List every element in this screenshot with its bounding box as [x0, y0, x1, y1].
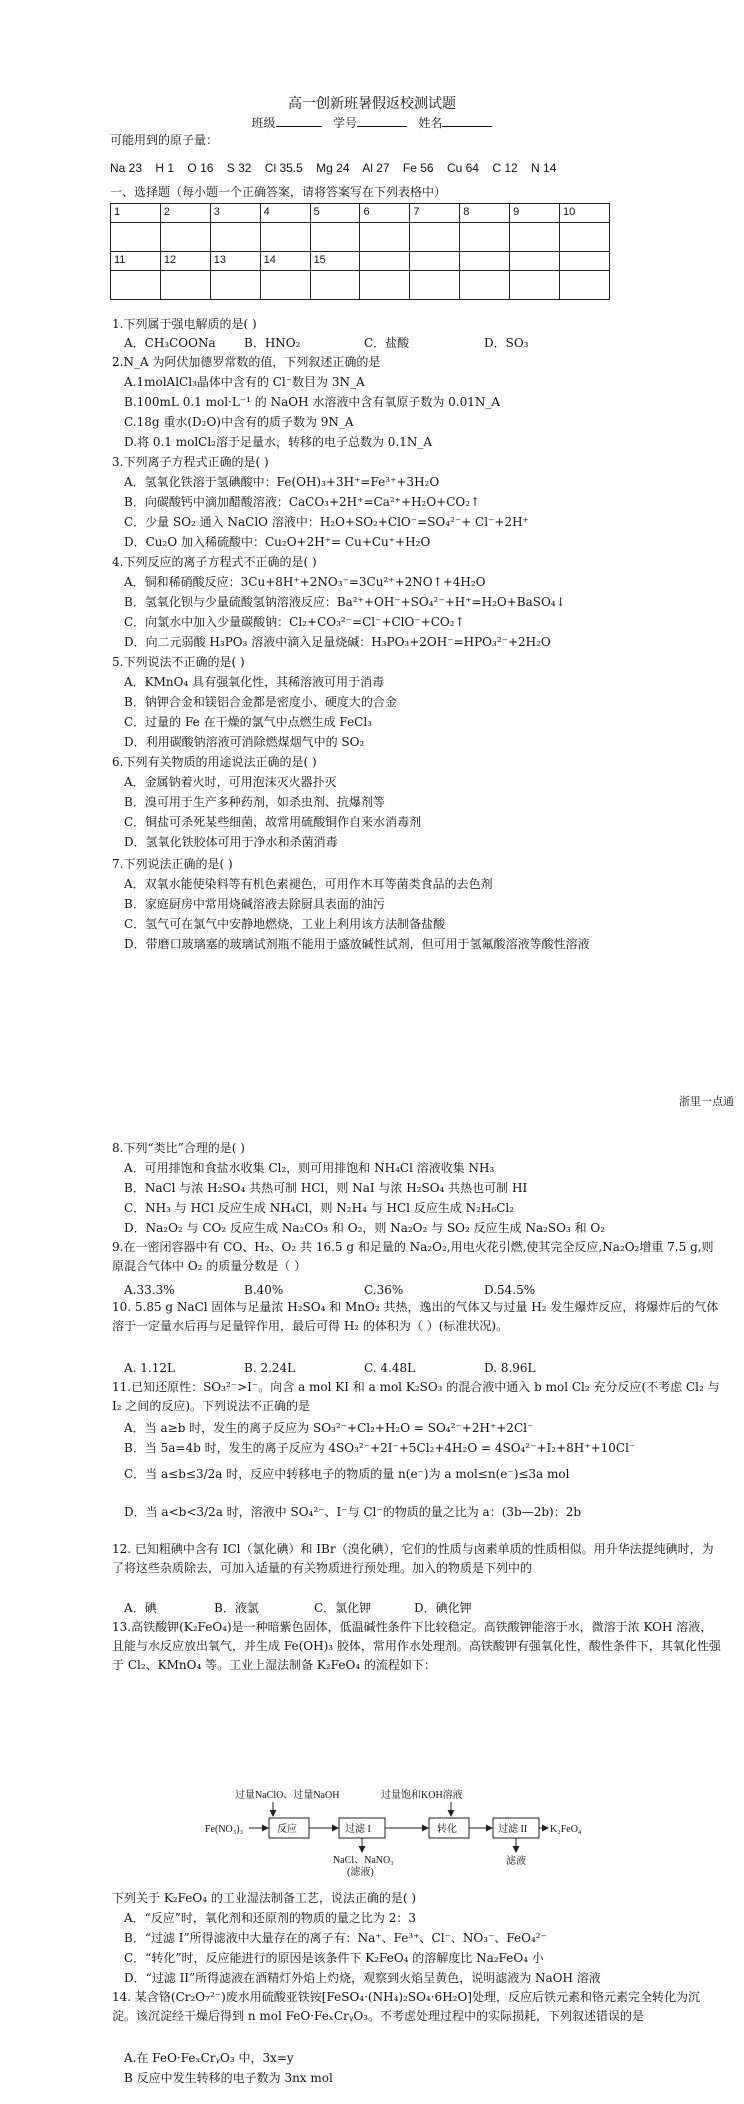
q8-option-d: D．Na₂O₂ 与 CO₂ 反应生成 Na₂CO₃ 和 O₂，则 Na₂O₂ 与 SO₂ 反应生成 Na₂SO₃ 和 O₂: [124, 1221, 606, 1235]
q1-options: [124, 335, 529, 351]
student-info-line: [0, 114, 744, 131]
answer-table: [110, 203, 610, 300]
section1-title: 一、选择题（每小题一个正确答案，请将答案写在下列表格中）: [110, 185, 447, 199]
q6-option-d: D．氢氧化铁胶体可用于净水和杀菌消毒: [124, 835, 338, 849]
answer-cell[interactable]: [260, 223, 310, 252]
answer-cell-label: 11: [111, 252, 161, 271]
q2-option-d: D.将 0.1 molCl₂溶于足量水，转移的电子总数为 0.1N_A: [124, 435, 433, 449]
answer-cell-label: 7: [410, 204, 460, 223]
flow-box1-label: 反应: [277, 1824, 297, 1835]
q1-option-b: B．HNO₂: [244, 336, 301, 350]
mass-al: Al 27: [362, 161, 390, 175]
flow-reagent1: 过量NaClO、过量NaOH: [235, 1790, 340, 1801]
answer-cell[interactable]: [160, 223, 210, 252]
flow-box4-label: 过滤 II: [498, 1824, 528, 1835]
id-label: 学号: [332, 116, 357, 130]
q1-option-c: C．盐酸: [364, 336, 410, 350]
q13-question: 下列关于 K₂FeO₄ 的工业湿法制备工艺，说法正确的是( ): [112, 1891, 417, 1905]
mass-na: Na 23: [110, 161, 143, 175]
q8-option-a: A．可用排饱和食盐水收集 Cl₂，则可用排饱和 NH₄Cl 溶液收集 NH₃: [124, 1161, 495, 1175]
flow-box3-label: 转化: [437, 1824, 457, 1835]
answer-cell[interactable]: [460, 223, 510, 252]
q2-option-c: C.18g 重水(D₂O)中含有的质子数为 9N_A: [124, 415, 354, 429]
q8-option-b: B．NaCl 与浓 H₂SO₄ 共热可制 HCl，则 NaI 与浓 H₂SO₄ 共热也可制 HI: [124, 1181, 528, 1195]
flow-start: Fe(NO₃)₃: [205, 1824, 244, 1835]
class-blank[interactable]: [276, 114, 322, 127]
answer-cell-label: 6: [360, 204, 410, 223]
flow-byproduct: NaCl、NaNO₃: [333, 1855, 394, 1866]
q4-option-b: B．氢氧化钡与少量硫酸氢钠溶液反应：Ba²⁺+OH⁻+SO₄²⁻+H⁺=H₂O+BaSO₄↓: [124, 595, 566, 609]
mass-o: O 16: [187, 161, 214, 175]
q1-stem: 1.下列属于强电解质的是( ): [112, 317, 257, 331]
answer-cell[interactable]: [210, 223, 260, 252]
q9-option-a: A.33.3%: [124, 1283, 175, 1297]
q13-option-c: C．“转化”时，反应能进行的原因是该条件下 K₂FeO₄ 的溶解度比 Na₂FeO₄ 小: [124, 1951, 544, 1965]
answer-cell-label: 12: [160, 252, 210, 271]
q11-option-d: D．当 a<b<3/2a 时，溶液中 SO₄²⁻、I⁻与 Cl⁻的物质的量之比为 a：(3b—2b)：2b: [124, 1505, 582, 1519]
name-label: 姓名: [418, 116, 443, 130]
q10-option-d: D. 8.96L: [484, 1361, 536, 1375]
flow-byproduct-note: (滤液): [347, 1867, 374, 1878]
answer-cell-label: [410, 252, 460, 271]
q7-option-b: B．家庭厨房中常用烧碱溶液去除厨具表面的油污: [124, 897, 385, 911]
q9-option-d: D.54.5%: [484, 1283, 536, 1297]
q14-stem: 14. 某含铬(Cr₂O₇²⁻)废水用硫酸亚铁铵[FeSO₄·(NH₄)₂SO₄·6H₂O]处理，反应后铁元素和铬元素完全转化为沉淀。该沉淀经干燥后得到 n mol FeO·FeₓCrᵧO₃。不考虑处理过程中的实际损耗，下列叙述错误的是: [112, 1990, 700, 2023]
answer-cell-label: 1: [111, 204, 161, 223]
answer-cell[interactable]: [160, 271, 210, 300]
answer-cell[interactable]: [510, 271, 560, 300]
mass-c: C 12: [492, 161, 518, 175]
q2-option-b: B.100mL 0.1 mol·L⁻¹ 的 NaOH 水溶液中含有氧原子数为 0.01N_A: [124, 395, 501, 409]
q4-option-d: D．向二元弱酸 H₃PO₃ 溶液中滴入足量烧碱：H₃PO₃+2OH⁻=HPO₃²⁻+2H₂O: [124, 635, 551, 649]
mass-cu: Cu 64: [446, 161, 479, 175]
answer-cell-label: 2: [160, 204, 210, 223]
flow-filtrate: 滤液: [506, 1856, 526, 1867]
q11-option-a: A．当 a≥b 时，发生的离子反应为 SO₃²⁻+Cl₂+H₂O = SO₄²⁻+2H⁺+2Cl⁻: [124, 1421, 534, 1435]
q1-option-d: D．SO₃: [484, 336, 529, 350]
q5-stem: 5.下列说法不正确的是( ): [112, 655, 245, 669]
q10-option-c: C. 4.48L: [364, 1361, 416, 1375]
q9-option-b: B.40%: [244, 1283, 284, 1297]
answer-cell[interactable]: [560, 223, 610, 252]
q5-option-b: B．钠钾合金和镁铝合金都是密度小、硬度大的合金: [124, 695, 397, 709]
q3-stem: 3.下列离子方程式正确的是( ): [112, 455, 269, 469]
answer-cell[interactable]: [460, 271, 510, 300]
q5-option-d: D．利用碳酸钠溶液可消除燃煤烟气中的 SO₂: [124, 735, 365, 749]
answer-cell-label: 15: [310, 252, 360, 271]
q3-option-d: D．Cu₂O 加入稀硫酸中：Cu₂O+2H⁺= Cu+Cu⁺+H₂O: [124, 535, 431, 549]
answer-cell[interactable]: [310, 271, 360, 300]
answer-cell[interactable]: [210, 271, 260, 300]
q11-option-b: B．当 5a=4b 时，发生的离子反应为 4SO₃²⁻+2I⁻+5Cl₂+4H₂O = 4SO₄²⁻+I₂+8H⁺+10Cl⁻: [124, 1441, 636, 1455]
q7-option-d: D．带磨口玻璃塞的玻璃试剂瓶不能用于盛放碱性试剂，但可用于氢氟酸溶液等酸性溶液: [124, 937, 590, 951]
atomic-masses-list: [110, 160, 556, 176]
q10-options: [124, 1360, 536, 1376]
answer-cell[interactable]: [260, 271, 310, 300]
k2feo4-flowchart: [205, 1786, 585, 1878]
q9-options: [124, 1282, 535, 1298]
atomic-masses-label: 可能用到的原子量：: [110, 133, 219, 147]
flow-product: K₂FeO₄: [550, 1824, 582, 1835]
answer-cell-label: 5: [310, 204, 360, 223]
q8-option-c: C．NH₃ 与 HCl 反应生成 NH₄Cl，则 N₂H₄ 与 HCl 反应生成 N₂H₆Cl₂: [124, 1201, 515, 1215]
q10-option-b: B. 2.24L: [244, 1361, 296, 1375]
q8-stem: 8.下列“类比”合理的是( ): [112, 1141, 245, 1155]
answer-cell-label: 9: [510, 204, 560, 223]
q13-option-d: D．“过滤 II”所得滤液在酒精灯外焰上灼烧，观察到火焰呈黄色，说明滤液为 NaOH 溶液: [124, 1971, 601, 1985]
q6-option-a: A．金属钠着火时，可用泡沫灭火器扑灭: [124, 775, 337, 789]
mass-cl: Cl 35.5: [264, 161, 303, 175]
answer-cell-label: 13: [210, 252, 260, 271]
q7-option-a: A．双氧水能使染料等有机色素褪色，可用作木耳等菌类食品的去色剂: [124, 877, 493, 891]
q7-stem: 7.下列说法正确的是( ): [112, 857, 233, 871]
answer-cell[interactable]: [410, 271, 460, 300]
q12-stem: 12. 已知粗碘中含有 ICl（氯化碘）和 IBr（溴化碘），它们的性质与卤素单质的性质相似。用升华法提纯碘时，为了将这些杂质除去，可加入适量的有关物质进行预处理。加入的物质是下列中的: [112, 1542, 714, 1575]
flow-reagent2: 过量饱和KOH溶液: [381, 1790, 463, 1801]
q4-option-a: A．铜和稀硝酸反应：3Cu+8H⁺+2NO₃⁻=3Cu²⁺+2NO↑+4H₂O: [124, 575, 486, 589]
q3-option-a: A．氢氧化铁溶于氢碘酸中：Fe(OH)₃+3H⁺=Fe³⁺+3H₂O: [124, 475, 440, 489]
answer-cell[interactable]: [560, 271, 610, 300]
q12-option-a: A．碘: [124, 1601, 157, 1615]
q7-option-c: C．氢气可在氯气中安静地燃烧，工业上利用该方法制备盐酸: [124, 917, 446, 931]
q11-option-c: C．当 a≤b≤3/2a 时，反应中转移电子的物质的量 n(e⁻)为 a mol≤n(e⁻)≤3a mol: [124, 1467, 570, 1481]
answer-cell[interactable]: [410, 223, 460, 252]
q6-option-c: C．铜盐可杀死某些细菌，故常用硫酸铜作自来水消毒剂: [124, 815, 422, 829]
q4-option-c: C．向氯水中加入少量碳酸钠：Cl₂+CO₃²⁻=Cl⁻+ClO⁻+CO₂↑: [124, 615, 465, 629]
answer-cell-label: [510, 252, 560, 271]
answer-cell[interactable]: [360, 271, 410, 300]
q10-stem: 10. 5.85 g NaCl 固体与足量浓 H₂SO₄ 和 MnO₂ 共热，逸出的气体又与过量 H₂ 发生爆炸反应，将爆炸后的气体溶于一定量水后再与足量锌作用，最后可得 H₂ 的体积为（ ）(标准状况)。: [112, 1300, 719, 1333]
q3-option-b: B．向碳酸钙中滴加醋酸溶液：CaCO₃+2H⁺=Ca²⁺+H₂O+CO₂↑: [124, 495, 481, 509]
mass-mg: Mg 24: [316, 161, 350, 175]
id-blank[interactable]: [357, 114, 407, 127]
answer-cell-label: 10: [560, 204, 610, 223]
q1-option-a: A．CH₃COONa: [124, 336, 216, 350]
mass-h: H 1: [155, 161, 175, 175]
q12-option-c: C．氯化钾: [314, 1601, 372, 1615]
mass-n: N 14: [531, 161, 557, 175]
q10-option-a: A. 1.12L: [124, 1361, 175, 1375]
q13-option-a: A．“反应”时，氧化剂和还原剂的物质的量之比为 2：3: [124, 1911, 417, 1925]
q12-option-b: B．液氯: [214, 1601, 259, 1615]
answer-cell-label: [460, 252, 510, 271]
q3-option-c: C．少量 SO₂ 通入 NaClO 溶液中：H₂O+SO₂+ClO⁻=SO₄²⁻+ Cl⁻+2H⁺: [124, 515, 529, 529]
q4-stem: 4.下列反应的离子方程式不正确的是( ): [112, 555, 317, 569]
answer-cell[interactable]: [310, 223, 360, 252]
q11-stem: 11.已知还原性：SO₃²⁻>I⁻。向含 a mol KI 和 a mol K₂SO₃ 的混合液中通入 b mol Cl₂ 充分反应(不考虑 Cl₂ 与 I₂ 之间的反应)。下列说法不正确的是: [112, 1380, 720, 1413]
q12-options: [124, 1600, 472, 1616]
q5-option-a: A．KMnO₄ 具有强氧化性，其稀溶液可用于消毒: [124, 675, 385, 689]
answer-cell-label: [560, 252, 610, 271]
mass-s: S 32: [226, 161, 252, 175]
q13-stem: 13.高铁酸钾(K₂FeO₄)是一种暗紫色固体，低温碱性条件下比较稳定。高铁酸钾能溶于水，微溶于浓 KOH 溶液，且能与水反应放出氧气，并生成 Fe(OH)₃ 胶体，常用作水处理剂。高铁酸钾有强氧化性，酸性条件下，其氧化性强于 Cl₂、KMnO₄ 等。工业上湿法制备 K₂FeO₄ 的流程如下：: [112, 1620, 721, 1672]
answer-cell[interactable]: [360, 223, 410, 252]
side-watermark-note: 浙里一点通: [679, 1095, 734, 1108]
q5-option-c: C．过量的 Fe 在干燥的氯气中点燃生成 FeCl₃: [124, 715, 372, 729]
answer-cell-label: [360, 252, 410, 271]
answer-cell-label: 3: [210, 204, 260, 223]
q9-stem: 9.在一密闭容器中有 CO、H₂、O₂ 共 16.5 g 和足量的 Na₂O₂,用电火花引燃,使其完全反应,Na₂O₂增重 7.5 g,则原混合气体中 O₂ 的质量分数是（ ）: [112, 1240, 714, 1273]
q14-option-b: B 反应中发生转移的电子数为 3nx mol: [124, 2071, 333, 2085]
answer-cell-label: 8: [460, 204, 510, 223]
answer-cell[interactable]: [111, 223, 161, 252]
class-label: 班级: [251, 116, 276, 130]
q2-option-a: A.1molAlCl₃晶体中含有的 Cl⁻数目为 3N_A: [124, 375, 365, 389]
name-blank[interactable]: [442, 114, 492, 127]
q6-option-b: B．溴可用于生产多种药剂，如杀虫剂、抗爆剂等: [124, 795, 385, 809]
flow-box2-label: 过滤 I: [345, 1824, 371, 1835]
q9-option-c: C.36%: [364, 1283, 404, 1297]
answer-cell[interactable]: [510, 223, 560, 252]
exam-title: 高一创新班暑假返校测试题: [288, 96, 456, 112]
q6-stem: 6.下列有关物质的用途说法正确的是( ): [112, 755, 317, 769]
q13-option-b: B．“过滤 I”所得滤液中大量存在的离子有：Na⁺、Fe³⁺、Cl⁻、NO₃⁻、FeO₄²⁻: [124, 1931, 547, 1945]
mass-fe: Fe 56: [402, 161, 434, 175]
answer-cell-label: 14: [260, 252, 310, 271]
answer-cell[interactable]: [111, 271, 161, 300]
q2-stem: 2.N_A 为阿伏加德罗常数的值，下列叙述正确的是: [112, 355, 381, 369]
q14-option-a: A.在 FeO·FeₓCrᵧO₃ 中，3x=y: [124, 2051, 294, 2065]
answer-cell-label: 4: [260, 204, 310, 223]
q12-option-d: D．碘化钾: [414, 1601, 472, 1615]
